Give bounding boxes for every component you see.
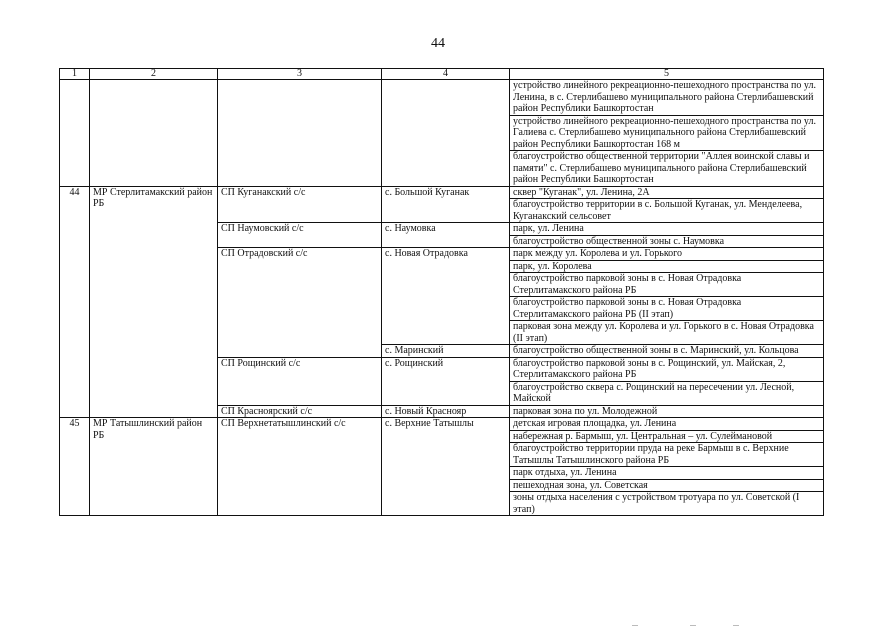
project-cell: благоустройство сквера с. Рощинский на пересечении ул. Лесной, Майской bbox=[510, 381, 824, 405]
project-cell: зоны отдыха населения с устройством тротуара по ул. Советской (I этап) bbox=[510, 492, 824, 516]
project-cell: сквер "Куганак", ул. Ленина, 2А bbox=[510, 186, 824, 199]
district-cell bbox=[90, 80, 218, 187]
table-row bbox=[60, 418, 824, 431]
improvement-table bbox=[59, 68, 824, 516]
column-header: 5 bbox=[510, 69, 824, 80]
project-cell: благоустройство общественной зоны с. Наумовка bbox=[510, 235, 824, 248]
settlement-cell: СП Рощинский с/с bbox=[218, 357, 382, 405]
project-cell: парк отдыха, ул. Ленина bbox=[510, 467, 824, 480]
scan-mark bbox=[690, 625, 696, 626]
scan-mark bbox=[733, 625, 739, 626]
district-cell: МР Стерлитамакский район РБ bbox=[90, 186, 218, 418]
header-row bbox=[60, 69, 824, 80]
project-cell: детская игровая площадка, ул. Ленина bbox=[510, 418, 824, 431]
project-cell: парковая зона между ул. Королева и ул. Горького в с. Новая Отрадовка (II этап) bbox=[510, 321, 824, 345]
locality-cell bbox=[382, 80, 510, 187]
settlement-cell: СП Наумовский с/с bbox=[218, 223, 382, 248]
locality-cell: с. Наумовка bbox=[382, 223, 510, 248]
project-cell: пешеходная зона, ул. Советская bbox=[510, 479, 824, 492]
row-number-cell: 44 bbox=[60, 186, 90, 418]
project-cell: благоустройство территории пруда на реке Бармыш в с. Верхние Татышлы Татышлинского района РБ bbox=[510, 443, 824, 467]
scan-mark bbox=[632, 625, 638, 626]
column-header: 1 bbox=[60, 69, 90, 80]
locality-cell: с. Верхние Татышлы bbox=[382, 418, 510, 516]
project-cell: благоустройство территории в с. Большой Куганак, ул. Менделеева, Куганакский сельсовет bbox=[510, 199, 824, 223]
row-number-cell bbox=[60, 80, 90, 187]
locality-cell: с. Маринский bbox=[382, 345, 510, 358]
settlement-cell: СП Куганакский с/с bbox=[218, 186, 382, 223]
column-header: 3 bbox=[218, 69, 382, 80]
project-cell: благоустройство общественной зоны в с. Маринский, ул. Кольцова bbox=[510, 345, 824, 358]
table-row bbox=[60, 80, 824, 116]
project-cell: благоустройство парковой зоны в с. Новая Отрадовка Стерлитамакского района РБ (II этап) bbox=[510, 297, 824, 321]
row-number-cell: 45 bbox=[60, 418, 90, 516]
settlement-cell: СП Краснoярский с/с bbox=[218, 405, 382, 418]
locality-cell: с. Новый Краснояр bbox=[382, 405, 510, 418]
locality-cell: с. Новая Отрадовка bbox=[382, 248, 510, 345]
settlement-cell: СП Отрадовский с/с bbox=[218, 248, 382, 358]
project-cell: устройство линейного рекреационно-пешеходного пространства по ул. Галиева с. Стерлибашево муниципального района Стерлибашевский район Республики Башкортостан 168 м bbox=[510, 115, 824, 151]
settlement-cell bbox=[218, 80, 382, 187]
project-cell: благоустройство общественной территории "Аллея воинской славы и памяти" с. Стерлибашево муниципального района Стерлибашевский район Республики Башкортостан bbox=[510, 151, 824, 187]
project-cell: благоустройство парковой зоны в с. Рощинский, ул. Майская, 2, Стерлитамакского района РБ bbox=[510, 357, 824, 381]
project-cell: устройство линейного рекреационно-пешеходного пространства по ул. Ленина, в с. Стерлибашево муниципального района Стерлибашевский район Республики Башкортостан bbox=[510, 80, 824, 116]
table-row bbox=[60, 186, 824, 199]
settlement-cell: СП Верхнетатышлинский с/с bbox=[218, 418, 382, 516]
project-cell: парк, ул. Ленина bbox=[510, 223, 824, 236]
column-header: 2 bbox=[90, 69, 218, 80]
project-cell: парк между ул. Королева и ул. Горького bbox=[510, 248, 824, 261]
project-cell: благоустройство парковой зоны в с. Новая Отрадовка Стерлитамакского района РБ bbox=[510, 273, 824, 297]
locality-cell: с. Большой Куганак bbox=[382, 186, 510, 223]
page-number: 44 bbox=[431, 36, 445, 51]
locality-cell: с. Рощинский bbox=[382, 357, 510, 405]
project-cell: парк, ул. Королева bbox=[510, 260, 824, 273]
project-cell: парковая зона по ул. Молодежной bbox=[510, 405, 824, 418]
column-header: 4 bbox=[382, 69, 510, 80]
project-cell: набережная р. Бармыш, ул. Центральная – ул. Сулеймановой bbox=[510, 430, 824, 443]
district-cell: МР Татышлинский район РБ bbox=[90, 418, 218, 516]
